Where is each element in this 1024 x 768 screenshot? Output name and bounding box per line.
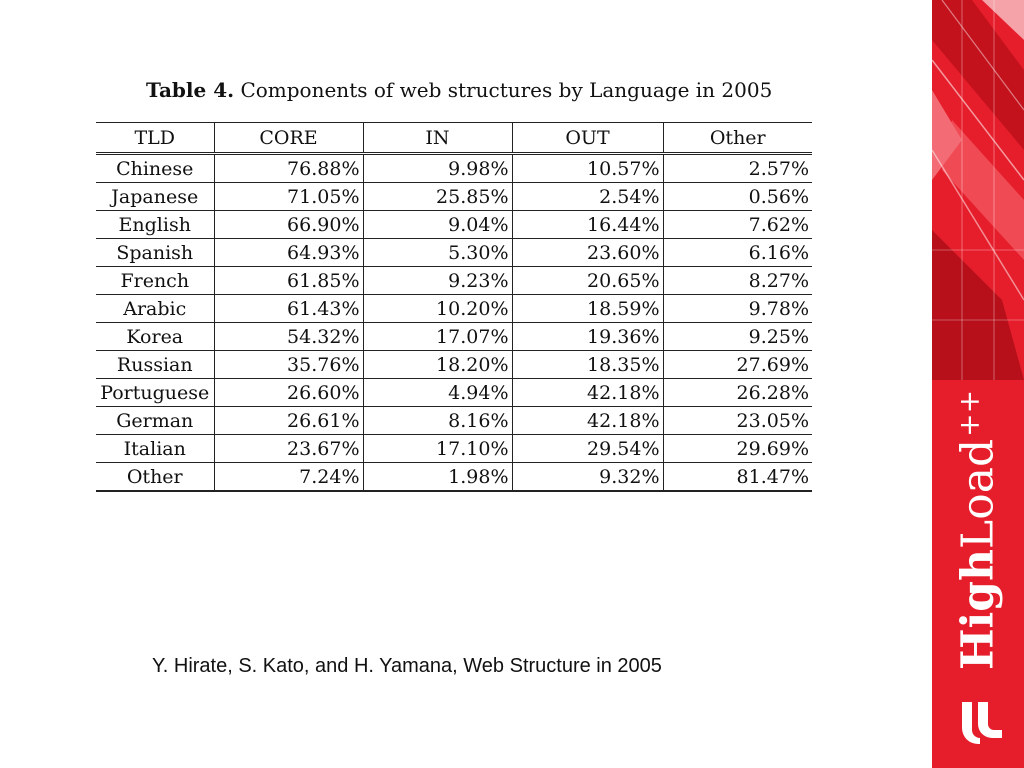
column-header-tld: TLD	[96, 123, 214, 154]
cell-tld: Korea	[96, 323, 214, 351]
table-row	[96, 351, 812, 379]
cell-core: 26.61%	[214, 407, 363, 435]
cell-in: 9.04%	[363, 211, 512, 239]
cell-other: 23.05%	[663, 407, 812, 435]
cell-out: 18.35%	[512, 351, 663, 379]
table-row	[96, 239, 812, 267]
table-row	[96, 267, 812, 295]
cell-tld: French	[96, 267, 214, 295]
cell-core: 35.76%	[214, 351, 363, 379]
table-row	[96, 154, 812, 183]
brand-name-bold: High	[952, 548, 1004, 671]
cell-tld: German	[96, 407, 214, 435]
cell-other: 27.69%	[663, 351, 812, 379]
cell-in: 25.85%	[363, 183, 512, 211]
column-header-in: IN	[363, 123, 512, 154]
cell-other: 81.47%	[663, 463, 812, 492]
table-header-row	[96, 123, 812, 154]
table-row	[96, 295, 812, 323]
column-header-core: CORE	[214, 123, 363, 154]
table-row	[96, 463, 812, 492]
web-structure-table	[96, 122, 812, 492]
brand-wordmark	[953, 390, 1004, 670]
cell-other: 26.28%	[663, 379, 812, 407]
cell-in: 10.20%	[363, 295, 512, 323]
table-row	[96, 211, 812, 239]
cell-out: 18.59%	[512, 295, 663, 323]
cell-in: 17.07%	[363, 323, 512, 351]
cell-tld: Other	[96, 463, 214, 492]
cell-out: 9.32%	[512, 463, 663, 492]
cell-other: 7.62%	[663, 211, 812, 239]
cell-tld: Chinese	[96, 154, 214, 183]
cell-core: 64.93%	[214, 239, 363, 267]
cell-other: 9.25%	[663, 323, 812, 351]
cell-out: 20.65%	[512, 267, 663, 295]
table-row	[96, 435, 812, 463]
cell-tld: Arabic	[96, 295, 214, 323]
cell-core: 23.67%	[214, 435, 363, 463]
cell-other: 29.69%	[663, 435, 812, 463]
brand-name-suffix: ++	[952, 389, 986, 437]
cell-out: 42.18%	[512, 379, 663, 407]
highload-logo-icon	[958, 698, 1006, 746]
brand-name-regular: Load	[952, 438, 1004, 549]
column-header-other: Other	[663, 123, 812, 154]
cell-out: 2.54%	[512, 183, 663, 211]
table-caption	[146, 78, 772, 102]
citation: Y. Hirate, S. Kato, and H. Yamana, Web Structure in 2005	[152, 655, 662, 677]
cell-in: 4.94%	[363, 379, 512, 407]
cell-tld: Japanese	[96, 183, 214, 211]
cell-out: 23.60%	[512, 239, 663, 267]
cell-out: 10.57%	[512, 154, 663, 183]
cell-tld: Russian	[96, 351, 214, 379]
table-row	[96, 323, 812, 351]
brand-pattern-graphic	[932, 0, 1024, 380]
cell-in: 1.98%	[363, 463, 512, 492]
cell-core: 61.43%	[214, 295, 363, 323]
table-caption-label: Table 4.	[146, 78, 235, 102]
table-row	[96, 379, 812, 407]
cell-core: 7.24%	[214, 463, 363, 492]
cell-in: 9.98%	[363, 154, 512, 183]
table-row	[96, 407, 812, 435]
cell-other: 0.56%	[663, 183, 812, 211]
cell-tld: Portuguese	[96, 379, 214, 407]
cell-in: 17.10%	[363, 435, 512, 463]
cell-in: 8.16%	[363, 407, 512, 435]
cell-other: 2.57%	[663, 154, 812, 183]
cell-other: 8.27%	[663, 267, 812, 295]
cell-out: 29.54%	[512, 435, 663, 463]
cell-tld: Italian	[96, 435, 214, 463]
cell-core: 71.05%	[214, 183, 363, 211]
cell-out: 16.44%	[512, 211, 663, 239]
table-row	[96, 183, 812, 211]
cell-out: 42.18%	[512, 407, 663, 435]
cell-in: 5.30%	[363, 239, 512, 267]
cell-core: 26.60%	[214, 379, 363, 407]
brand-strip	[932, 0, 1024, 768]
cell-other: 9.78%	[663, 295, 812, 323]
cell-tld: English	[96, 211, 214, 239]
cell-in: 18.20%	[363, 351, 512, 379]
column-header-out: OUT	[512, 123, 663, 154]
cell-out: 19.36%	[512, 323, 663, 351]
cell-core: 54.32%	[214, 323, 363, 351]
cell-in: 9.23%	[363, 267, 512, 295]
cell-tld: Spanish	[96, 239, 214, 267]
cell-core: 76.88%	[214, 154, 363, 183]
cell-core: 61.85%	[214, 267, 363, 295]
table-body	[96, 154, 812, 492]
cell-core: 66.90%	[214, 211, 363, 239]
cell-other: 6.16%	[663, 239, 812, 267]
table-caption-text: Components of web structures by Language in 2005	[240, 78, 773, 102]
